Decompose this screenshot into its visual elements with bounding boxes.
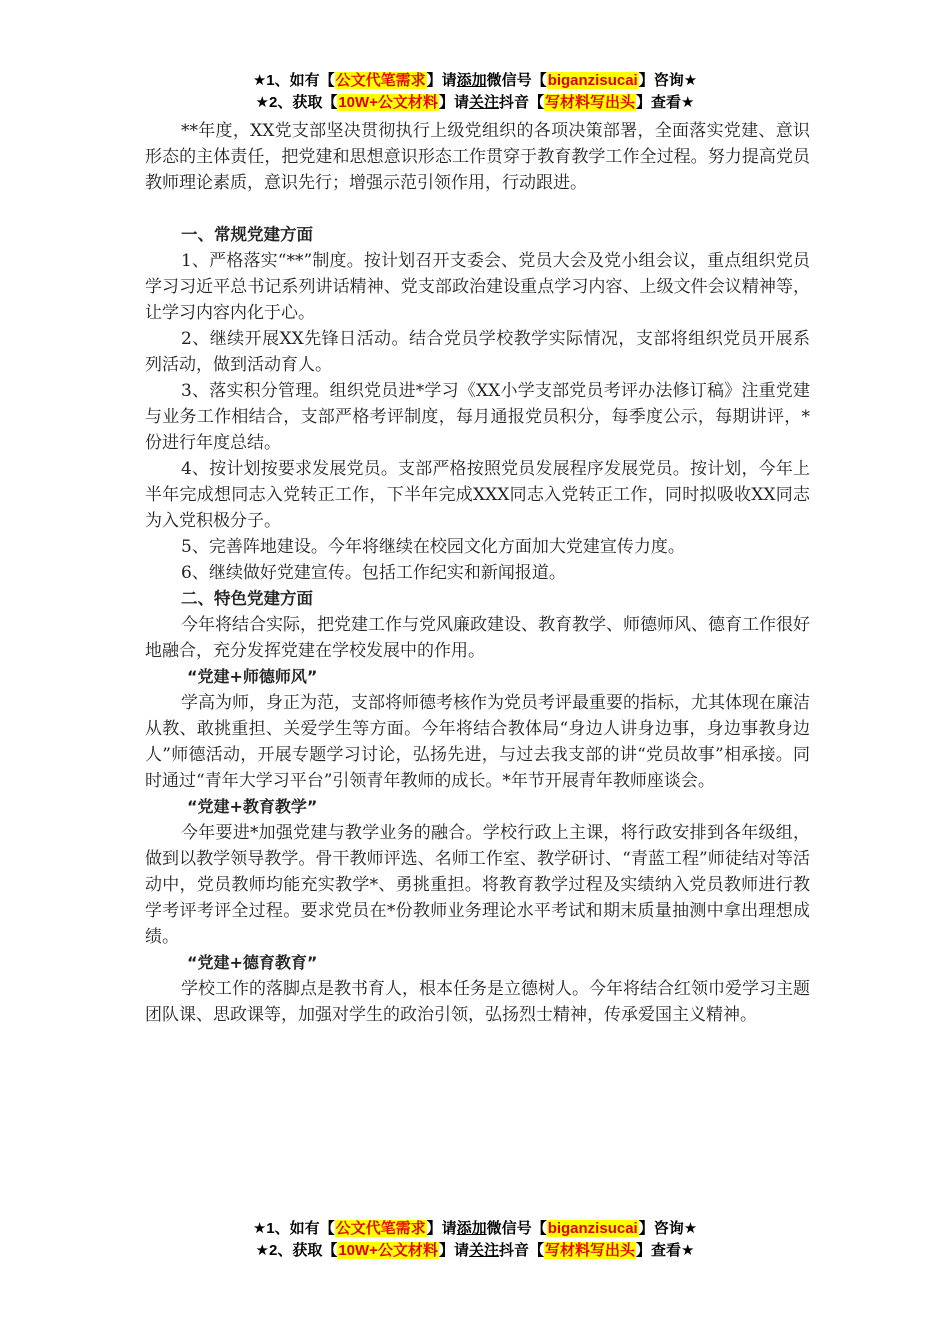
subsection-text: 今年要进*加强党建与教学业务的融合。学校行政上主课，将行政安排到各年级组，做到以教学领导教学。骨干教师评选、名师工作室、教学研讨、“青蓝工程”师徒结对等活动中，党员教师均能充实教学*、勇挑重担。将教育教学过程及实绩纳入党员教师进行教学考评考评全过程。要求党员在*份教师业务理论水平考试和期末质量抽测中拿出理想成绩。	[145, 823, 810, 947]
promo-text: 2、获取【	[268, 94, 338, 111]
list-item: 3、落实积分管理。组织党员进*学习《XX小学支部党员考评办法修订稿》注重党建与业务工作相结合，支部严格考评制度，每月通报党员积分，每季度公示，每期讲评，*份进行年度总结。	[145, 381, 810, 453]
subsection-text: 学校工作的落脚点是教书育人，根本任务是立德树人。今年将结合红领巾爱学习主题团队课、思政课等，加强对学生的政治引领，弘扬烈士精神，传承爱国主义精神。	[145, 979, 810, 1025]
highlight-service: 公文代笔需求	[335, 72, 426, 89]
spacer	[145, 196, 810, 222]
section-intro: 今年将结合实际，把党建工作与党风廉政建设、教育教学、师德师风、德育工作很好地融合，充分发挥党建在学校发展中的作用。	[145, 615, 810, 661]
subsection-text: 学高为师，身正为范，支部将师德考核作为党员考评最重要的指标，尤其体现在廉洁从教、敢挑重担、关爱学生等方面。今年将结合教体局“身边人讲身边事，身边事教身边人”师德活动，开展专题学习讨论，弘扬先进，与过去我支部的讲“党员故事”相承接。同时通过“青年大学习平台”引领青年教师的成长。*年节开展青年教师座谈会。	[145, 693, 810, 791]
list-item: 2、继续开展XX先锋日活动。结合党员学校教学实际情况，支部将组织党员开展系列活动，做到活动育人。	[145, 329, 810, 375]
promo-text: 】查看★	[636, 94, 695, 111]
highlight-wechat-id: biganzisucai	[547, 1220, 638, 1237]
document-body	[145, 118, 810, 1028]
promo-text: 】咨询★	[638, 72, 698, 89]
promo-line-1	[0, 1218, 950, 1240]
promo-text: 抖音【	[498, 94, 544, 111]
promo-text: 】请	[426, 1220, 457, 1237]
star-icon: ★	[255, 1242, 269, 1259]
promo-text: 】请	[438, 94, 469, 111]
section-heading-featured: 二、特色党建方面	[181, 589, 313, 608]
subheading-teaching: “党建+教育教学”	[187, 797, 318, 816]
promo-text: 】查看★	[636, 1242, 695, 1259]
list-item: 5、完善阵地建设。今年将继续在校园文化方面加大党建宣传力度。	[181, 537, 685, 557]
promo-text: 微信号【	[486, 1220, 547, 1237]
promo-banner-top	[0, 70, 950, 114]
promo-text: 】请	[426, 72, 457, 89]
underlined-text: 关注	[468, 94, 499, 111]
star-icon: ★	[255, 94, 269, 111]
highlight-service: 公文代笔需求	[335, 1220, 426, 1237]
promo-text: 】咨询★	[638, 1220, 698, 1237]
highlight-douyin: 写材料写出头	[544, 94, 635, 111]
section-heading-routine: 一、常规党建方面	[181, 225, 313, 244]
highlight-douyin: 写材料写出头	[544, 1242, 635, 1259]
promo-banner-bottom	[0, 1218, 950, 1262]
list-item: 1、严格落实“**”制度。按计划召开支委会、党员大会及党小组会议，重点组织党员学习习近平总书记系列讲话精神、党支部政治建设重点学习内容、上级文件会议精神等，让学习内容内化于心。	[145, 251, 810, 323]
promo-text: 微信号【	[486, 72, 547, 89]
promo-line-2	[0, 1240, 950, 1262]
promo-text: 1、如有【	[266, 72, 335, 89]
star-icon: ★	[252, 1220, 267, 1237]
intro-paragraph: **年度，XX党支部坚决贯彻执行上级党组织的各项决策部署，全面落实党建、意识形态的主体责任，把党建和思想意识形态工作贯穿于教育教学工作全过程。努力提高党员教师理论素质，意识先行；增强示范引领作用，行动跟进。	[145, 121, 810, 193]
highlight-materials: 10W+公文材料	[338, 1242, 438, 1259]
underlined-text: 添加	[456, 1220, 487, 1237]
promo-text: 抖音【	[498, 1242, 544, 1259]
promo-text: 1、如有【	[266, 1220, 335, 1237]
highlight-wechat-id: biganzisucai	[547, 72, 638, 89]
subheading-moral-education: “党建+德育教育”	[187, 953, 318, 972]
subheading-teacher-ethics: “党建+师德师风”	[187, 667, 318, 686]
highlight-materials: 10W+公文材料	[338, 94, 438, 111]
promo-text: 2、获取【	[268, 1242, 338, 1259]
list-item: 6、继续做好党建宣传。包括工作纪实和新闻报道。	[181, 563, 566, 583]
promo-line-1	[0, 70, 950, 92]
list-item: 4、按计划按要求发展党员。支部严格按照党员发展程序发展党员。按计划，今年上半年完成想同志入党转正工作，下半年完成XXX同志入党转正工作，同时拟吸收XX同志为入党积极分子。	[145, 459, 810, 531]
underlined-text: 添加	[456, 72, 487, 89]
promo-text: 】请	[438, 1242, 469, 1259]
promo-line-2	[0, 92, 950, 114]
underlined-text: 关注	[468, 1242, 499, 1259]
star-icon: ★	[252, 72, 267, 89]
